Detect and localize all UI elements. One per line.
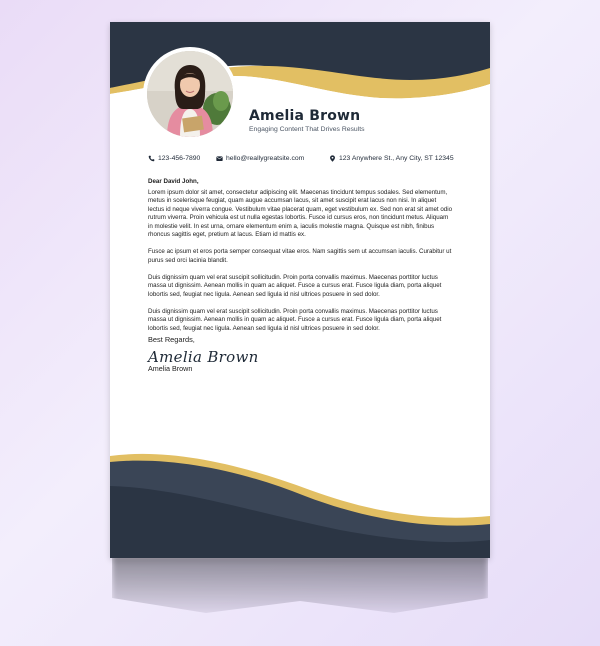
letter-paragraph-2: Fusce ac ipsum et eros porta semper consequat vitae eros. Nam sagittis sem ut accumsan iaculis. Curabitur ut purus sed orci lacinia blandit. — [148, 248, 452, 264]
contact-address — [329, 155, 454, 162]
page-shadow — [112, 556, 488, 616]
letter-paragraph-1: Lorem ipsum dolor sit amet, consectetur adipiscing elit. Maecenas tincidunt tempus sodales. Sed elementum, metus in scelerisque feugiat, quam augue accumsan lacus, sit amet suscipit erat lacus non nisi. In aliquet lectus id neque viverra congue. Vestibulum vitae placerat quam, eget vestibulum ex. Sed non erat sit amet odio rutrum viverra. Proin vehicula est ut nulla egestas lobortis. Fusce id cursus eros, non tincidunt metus. Aliquam in molestie velit. In est urna, ornare elementum enim a, iaculis molestie magna. Quisque est nibh, finibus rhoncus sagittis eget, pretium at lacus. Etiam id mattis ex. — [148, 188, 453, 238]
cover-letter-page — [110, 22, 490, 558]
phone-icon — [148, 155, 155, 162]
contact-email[interactable] — [216, 155, 304, 162]
signature: Amelia Brown — [148, 347, 259, 366]
applicant-name: Amelia Brown — [249, 108, 361, 124]
contact-bar — [148, 155, 468, 167]
letter-closing: Best Regards, — [148, 335, 195, 344]
email-text: hello@reallygreatsite.com — [226, 155, 305, 162]
footer-wave-decoration — [110, 448, 490, 558]
applicant-tagline: Engaging Content That Drives Results — [249, 126, 365, 133]
letter-body — [148, 178, 454, 374]
address-text: 123 Anywhere St., Any City, ST 12345 — [339, 155, 454, 162]
letter-paragraph-4: Duis dignissim quam vel erat suscipit sollicitudin. Proin porta convallis maximus. Maecenas porttitor luctus massa ut dignissim. Aenean mollis in quam ac aliquet. Fusce a cursus erat. Fusce ligula diam, porta aliquet lobortis sed, feugiat nec ligula. Aenean sed ligula id nisl ultrices posuere in sed dolor. — [148, 307, 442, 332]
envelope-icon — [216, 155, 223, 162]
letter-greeting: Dear David John, — [148, 178, 199, 185]
letter-paragraph-3: Duis dignissim quam vel erat suscipit sollicitudin. Proin porta convallis maximus. Maecenas porttitor luctus massa ut dignissim. Aenean mollis in quam ac aliquet. Fusce a cursus erat. Fusce ligula diam, porta aliquet lobortis sed, feugiat nec ligula. Aenean sed ligula id nisl ultrices posuere in sed dolor. — [148, 273, 442, 298]
map-pin-icon — [329, 155, 336, 162]
contact-phone[interactable] — [148, 155, 200, 162]
signer-name: Amelia Brown — [148, 364, 193, 373]
profile-photo — [147, 51, 233, 137]
phone-text: 123-456-7890 — [158, 155, 201, 162]
